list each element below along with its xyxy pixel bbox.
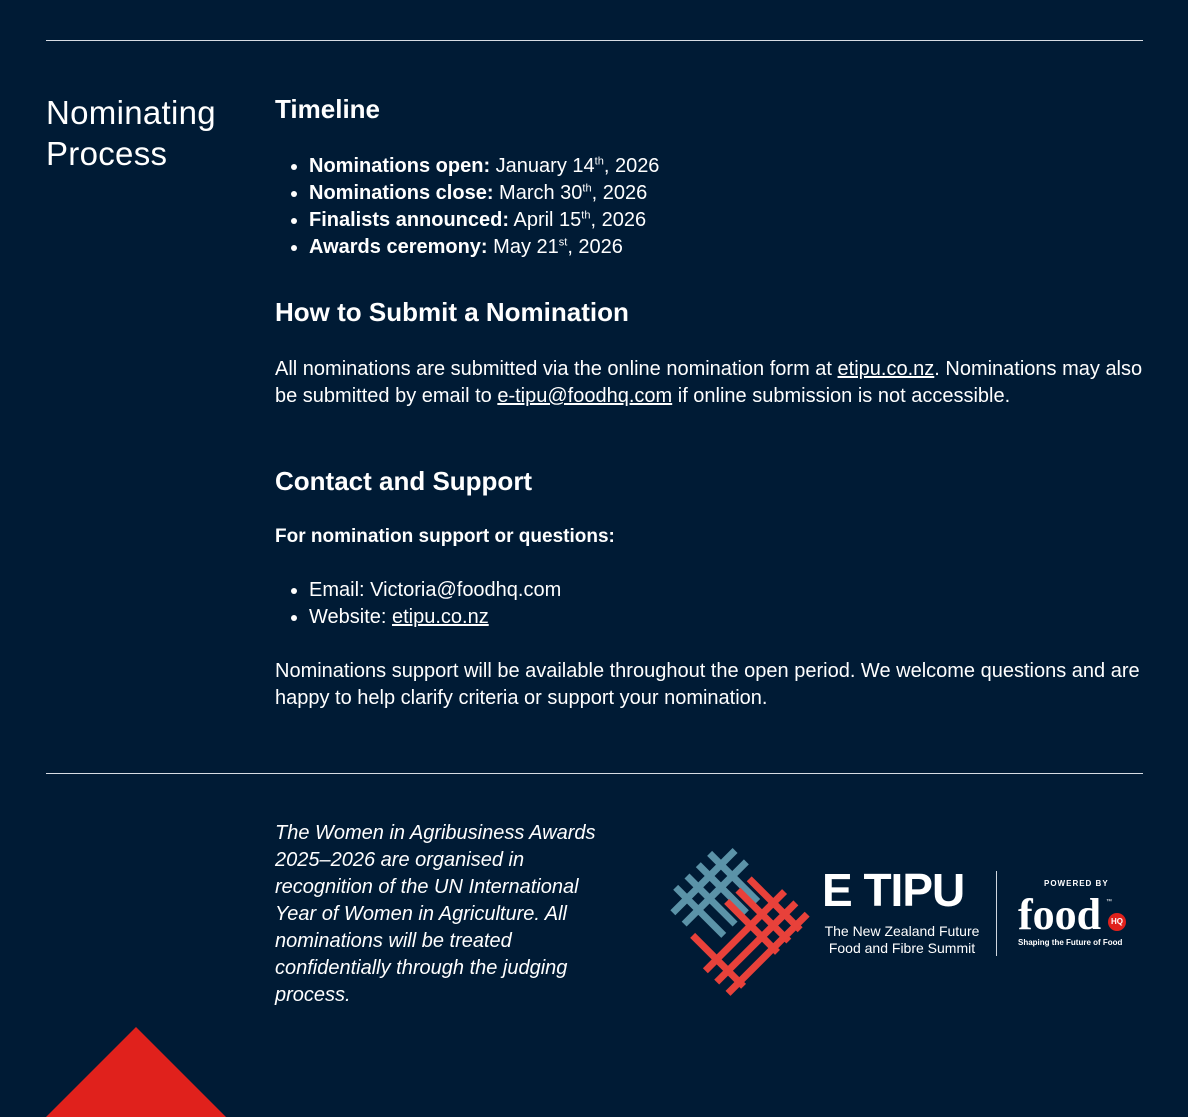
partner-logos: [650, 835, 1140, 1000]
section-title-line-2: Process: [46, 135, 168, 172]
website-link[interactable]: etipu.co.nz: [392, 606, 489, 628]
foodhq-tagline: Shaping the Future of Food: [1018, 938, 1123, 947]
trademark-symbol: ™: [1106, 899, 1112, 905]
timeline-item-year: , 2026: [567, 236, 623, 258]
timeline-item-date: May 21: [493, 236, 559, 258]
etipu-subtitle: [822, 923, 982, 957]
foodhq-wordmark: food: [1018, 890, 1102, 939]
etipu-subtitle-line-2: Food and Fibre Summit: [828, 940, 976, 956]
powered-by-label: POWERED BY: [1044, 879, 1109, 888]
support-paragraph: Nominations support will be available throughout the open period. We welcome questions and are happy to help clarify criteria or support your nomination.: [275, 660, 1140, 709]
timeline-item-label: Awards ceremony:: [309, 236, 488, 258]
submit-text: if online submission is not accessible.: [672, 385, 1011, 407]
timeline-item-nominations-close: [309, 180, 1143, 207]
timeline-heading: Timeline: [275, 94, 381, 124]
timeline-item-finalists-announced: [309, 207, 1143, 234]
contact-heading: Contact and Support: [275, 466, 533, 496]
etipu-wordmark: E TIPU: [822, 864, 965, 916]
contact-website-item: [309, 604, 1143, 631]
timeline-item-awards-ceremony: [309, 234, 1143, 261]
section-title: [46, 92, 216, 174]
section-title-line-1: Nominating: [46, 94, 216, 131]
etipu-weave-icon: [650, 835, 810, 1000]
timeline-item-label: Finalists announced:: [309, 209, 510, 231]
date-suffix: th: [582, 182, 592, 195]
submit-heading: How to Submit a Nomination: [275, 297, 629, 327]
date-suffix: th: [581, 209, 591, 222]
top-divider: [46, 40, 1143, 41]
timeline-item-date: January 14: [495, 155, 595, 177]
contact-list: [275, 577, 1143, 631]
submit-text: All nominations are submitted via the online nomination form at: [275, 358, 838, 380]
footer-note: The Women in Agribusiness Awards 2025–2026 are organised in recognition of the UN International Year of Women in Agriculture. All nominations will be treated confidentially through the judging process.: [275, 822, 596, 1006]
timeline-item-year: , 2026: [590, 209, 647, 231]
logo-divider: [996, 871, 997, 956]
timeline-item-label: Nominations close:: [309, 182, 494, 204]
etipu-link[interactable]: etipu.co.nz: [837, 358, 935, 380]
date-suffix: st: [558, 236, 568, 249]
timeline-item-nominations-open: [309, 153, 1143, 180]
date-suffix: th: [594, 155, 604, 168]
submit-paragraph: [275, 356, 1143, 410]
contact-subheading: For nomination support or questions:: [275, 526, 615, 547]
contact-email-value: Victoria@foodhq.com: [370, 579, 562, 601]
nomination-email-link[interactable]: e-tipu@foodhq.com: [497, 385, 673, 407]
contact-website-label: Website:: [309, 606, 392, 628]
red-triangle-decoration: [46, 1027, 226, 1117]
footer-divider: [46, 773, 1143, 774]
etipu-subtitle-line-1: The New Zealand Future: [824, 923, 980, 939]
submit-text: . Nominations may also be submitted by email to: [275, 358, 1143, 407]
timeline-item-date: March 30: [499, 182, 583, 204]
timeline-item-date: April 15: [513, 209, 582, 231]
timeline-item-label: Nominations open:: [309, 155, 491, 177]
timeline-item-year: , 2026: [591, 182, 648, 204]
main-content: [275, 92, 1143, 712]
timeline-item-year: , 2026: [603, 155, 660, 177]
hq-badge: HQ: [1108, 913, 1126, 931]
contact-email-item: [309, 577, 1143, 604]
contact-email-label: Email:: [309, 579, 371, 601]
timeline-list: [275, 153, 1143, 261]
